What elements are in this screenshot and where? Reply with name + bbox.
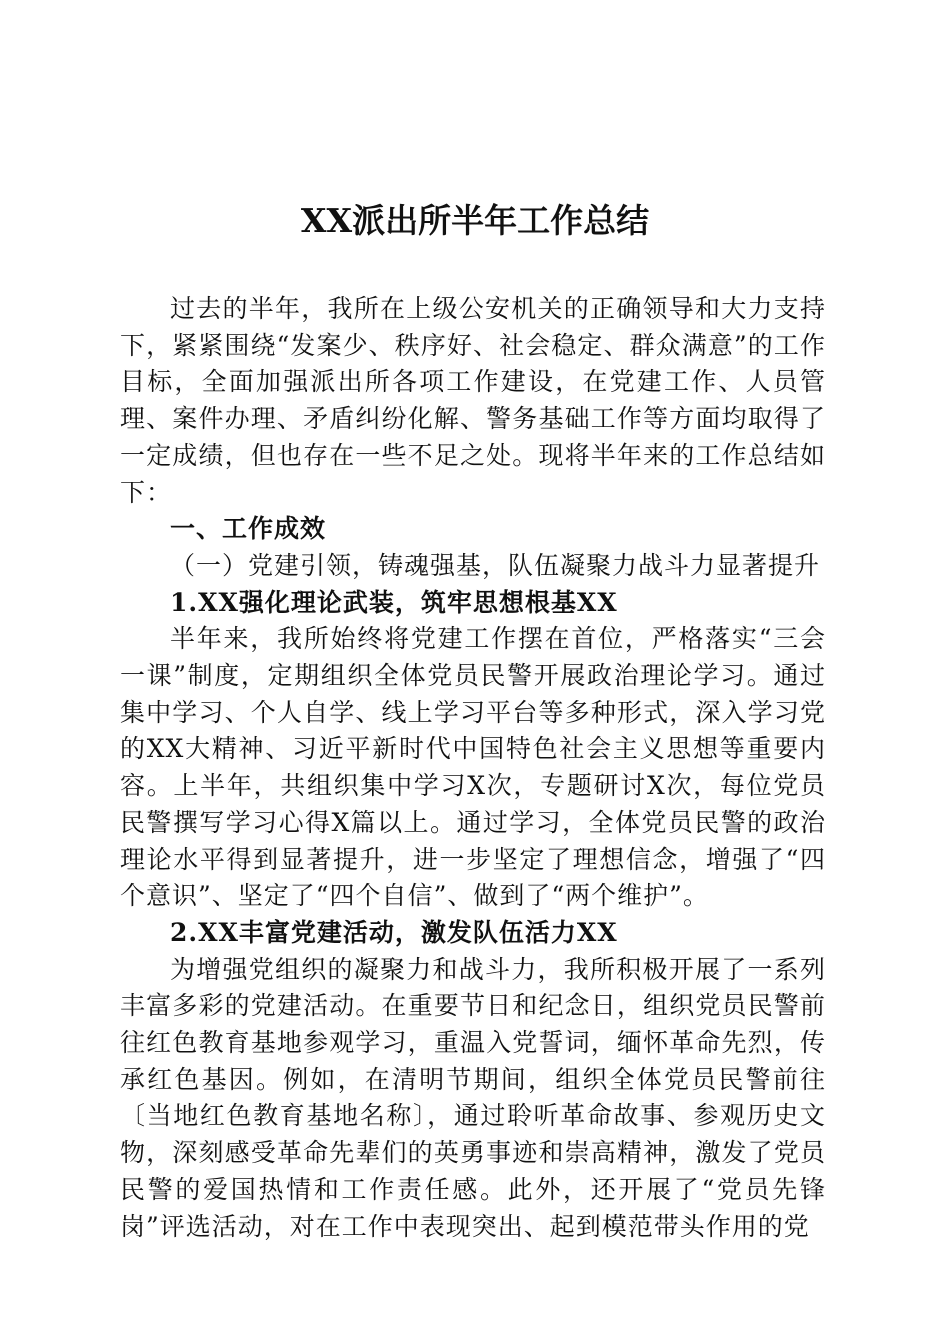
document-title: XX派出所半年工作总结 (300, 201, 650, 240)
item-paragraph-2: 为增强党组织的凝聚力和战斗力，我所积极开展了一系列丰富多彩的党建活动。在重要节日和纪念日，组织党员民警前往红色教育基地参观学习，重温入党誓词，缅怀革命先烈，传承红色基因。例如，在清明节期间，组织全体党员民警前往〔当地红色教育基地名称〕，通过聆听革命故事、参观历史文物，深刻感受革命先辈们的英勇事迹和崇高精神，激发了党员民警的爱国热情和工作责任感。此外，还开展了“党员先锋岗”评选活动，对在工作中表现突出、起到模范带头作用的党 (120, 954, 826, 1241)
subsection-heading-1: （一）党建引领，铸魂强基，队伍凝聚力战斗力显著提升 (170, 550, 821, 580)
item-paragraph-1: 半年来，我所始终将党建工作摆在首位，严格落实“三会一课”制度，定期组织全体党员民警开展政治理论学习。通过集中学习、个人自学、线上学习平台等多种形式，深入学习党的XX大精神、习近平新时代中国特色社会主义思想等重要内容。上半年，共组织集中学习X次，专题研讨X次，每位党员民警撰写学习心得X篇以上。通过学习，全体党员民警的政治理论水平得到显著提升，进一步坚定了理想信念，增强了“四个意识”、坚定了“四个自信”、做到了“两个维护”。 (120, 624, 826, 911)
intro-paragraph: 过去的半年，我所在上级公安机关的正确领导和大力支持下，紧紧围绕“发案少、秩序好、社会稳定、群众满意”的工作目标，全面加强派出所各项工作建设，在党建工作、人员管理、案件办理、矛盾纠纷化解、警务基础工作等方面均取得了一定成绩，但也存在一些不足之处。现将半年来的工作总结如下： (120, 294, 826, 507)
item-heading-2: 2.XX丰富党建活动，激发队伍活力XX (170, 917, 618, 947)
section-heading-1: 一、工作成效 (170, 514, 327, 544)
item-heading-1: 1.XX强化理论武装，筑牢思想根基XX (170, 587, 618, 617)
document-body (120, 291, 826, 1245)
